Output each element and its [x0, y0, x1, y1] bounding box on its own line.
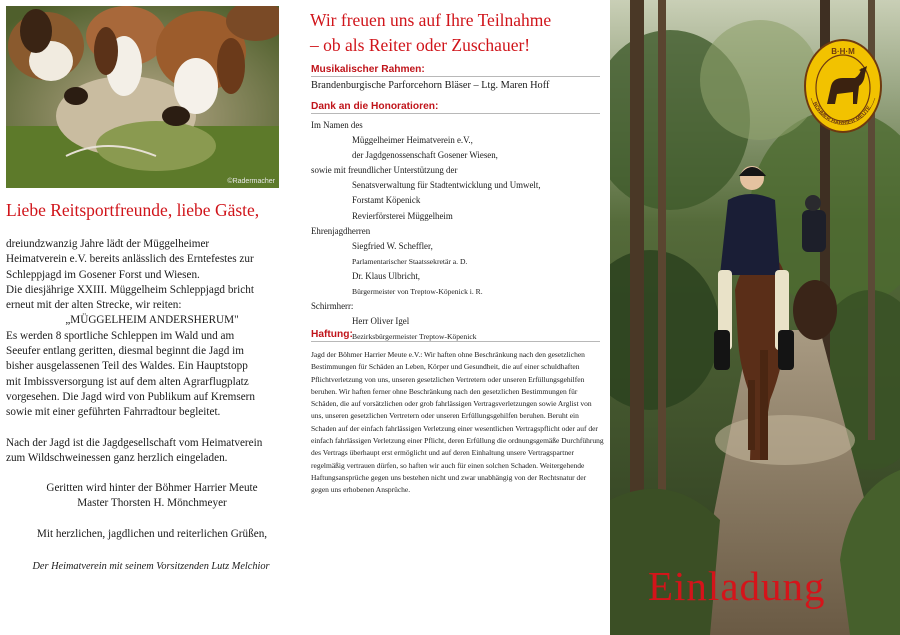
thanks-line: Im Namen des — [311, 120, 363, 130]
body-line: zum Wildschweinessen ganz herzlich eingeladen. — [6, 451, 228, 464]
body-line: erneut mit der alten Strecke, wir reiten: — [6, 299, 182, 312]
invitation-body — [6, 237, 298, 542]
thanks-line: Forstamt Köpenick — [352, 195, 421, 206]
liability-heading: Haftung: — [311, 329, 600, 342]
thanks-line: Ehrenjagdherren — [311, 225, 371, 236]
thanks-line: Bürgermeister von Treptow-Köpenick i. R. — [352, 287, 483, 297]
liability-text: Jagd der Böhmer Harrier Meute e.V.: Wir haften ohne Beschränkung nach den gesetzlichen Bestimmungen für Schäden an Leben, Körper und Gesundheit, die auf einer schuldhaften Pflichtverletzung von uns, unseren gesetzlichen Vertretern oder unseren Erfüllungsgehilfen beruhen. Wir haften ferner ohne Beschränkung nach den gesetzlichen Bestimmungen für Schäden, die auf vorsätzlichen oder grob fahrlässigen Vertragsverletzungen sowie Arglist von uns, unseren gesetzlichen Vertretern oder unseren Erfüllungsgehilfen beruhen. Beruht ein Schaden auf der einfach fahrlässigen Verletzung einer wesentlichen Vertragspflicht oder auf der einfach fahrlässigen Verletzung einer Pflicht, deren Erfüllung die ordnungsgemäße Durchführung des Vertrags überhaupt erst ermöglicht und auf deren Einhaltung unsere Vertragspartner regelmäßig vertrauen dürfen, so haften wir auch für einen solchen Schaden. Weitergehende Haftungsansprüche gegen uns bestehen nicht und zwar unabhängig von der Rechtsnatur der gegen uns erhobenen Ansprüche. — [311, 350, 604, 495]
motto: „MÜGGELHEIM ANDERSHERUM" — [65, 314, 239, 327]
left-column — [0, 0, 300, 635]
music-text: Brandenburgische Parforcehorn Bläser – Ltg. Maren Hoff — [311, 80, 550, 91]
body-line: Seeufer entlang geritten, diesmal beginnt die Jagd im — [6, 345, 244, 358]
headline-line: Wir freuen uns auf Ihre Teilnahme — [310, 10, 552, 30]
invitation-title: Einladung — [648, 563, 826, 609]
thanks-line: der Jagdgenossenschaft Gosener Wiesen, — [352, 150, 498, 161]
thanks-line: Parlamentarischer Staatssekretär a. D. — [352, 256, 468, 266]
participation-headline — [310, 8, 606, 58]
hounds-photo — [6, 6, 279, 188]
bhm-logo — [803, 38, 883, 134]
body-line: Es werden 8 sportliche Schleppen im Wald und am — [6, 329, 235, 342]
photo-credit: ©Radermacher — [227, 178, 275, 185]
thanks-line: Bezirksbürgermeister Treptow-Köpenick — [352, 332, 477, 342]
thanks-line: Schirmherr: — [311, 301, 354, 312]
body-line: Schleppjagd im Gosener Forst und Wiesen. — [6, 268, 200, 281]
signature: Der Heimatverein mit seinem Vorsitzenden Lutz Melchior — [32, 561, 270, 572]
meute-line: Geritten wird hinter der Böhmer Harrier Meute — [46, 482, 258, 495]
logo-ring-text: BÖHMER HARRIER MEUTE — [811, 101, 873, 127]
riders-photo — [610, 0, 900, 635]
body-line: Nach der Jagd ist die Jagdgesellschaft vom Heimatverein — [6, 436, 263, 449]
body-line: dreiundzwanzig Jahre lädt der Müggelheimer — [6, 238, 210, 250]
thanks-heading: Dank an die Honoratioren: — [311, 101, 600, 114]
logo-letters: B·H·M — [831, 47, 855, 56]
body-line: Heimatverein e.V. bereits anlässlich des Erntefestes zur — [6, 253, 254, 266]
thanks-list — [311, 118, 606, 344]
music-heading: Musikalischer Rahmen: — [311, 64, 600, 77]
body-line: mit Imbissversorgung ist auf dem alten Agrarflugplatz — [6, 375, 249, 388]
thanks-line: Dr. Klaus Ulbricht, — [352, 270, 421, 281]
middle-column — [300, 0, 610, 635]
thanks-line: Müggelheimer Heimatverein e.V., — [352, 135, 473, 146]
master-line: Master Thorsten H. Mönchmeyer — [77, 497, 227, 510]
greeting-heading: Liebe Reitsportfreunde, liebe Gäste, — [6, 200, 260, 220]
thanks-line: Siegfried W. Scheffler, — [352, 240, 433, 251]
thanks-line: Herr Oliver Igel — [352, 316, 410, 327]
thanks-line: Revierförsterei Müggelheim — [352, 210, 453, 221]
body-line: Die diesjährige XXIII. Müggelheim Schleppjagd bricht — [6, 283, 254, 296]
body-line: bisher ausgelassenen Teil des Waldes. Ein Hauptstopp — [6, 360, 248, 373]
body-line: sowie mit einer geführten Fahrradtour begleitet. — [6, 406, 221, 419]
closing-line: Mit herzlichen, jagdlichen und reiterlichen Grüßen, — [36, 527, 268, 540]
thanks-line: Senatsverwaltung für Stadtentwicklung und Umwelt, — [352, 180, 541, 191]
headline-line: – ob als Reiter oder Zuschauer! — [310, 35, 531, 55]
thanks-line: sowie mit freundlicher Unterstützung der — [311, 165, 458, 176]
body-line: vorgesehen. Die Jagd wird von Publikum auf Kremsern — [6, 390, 255, 403]
